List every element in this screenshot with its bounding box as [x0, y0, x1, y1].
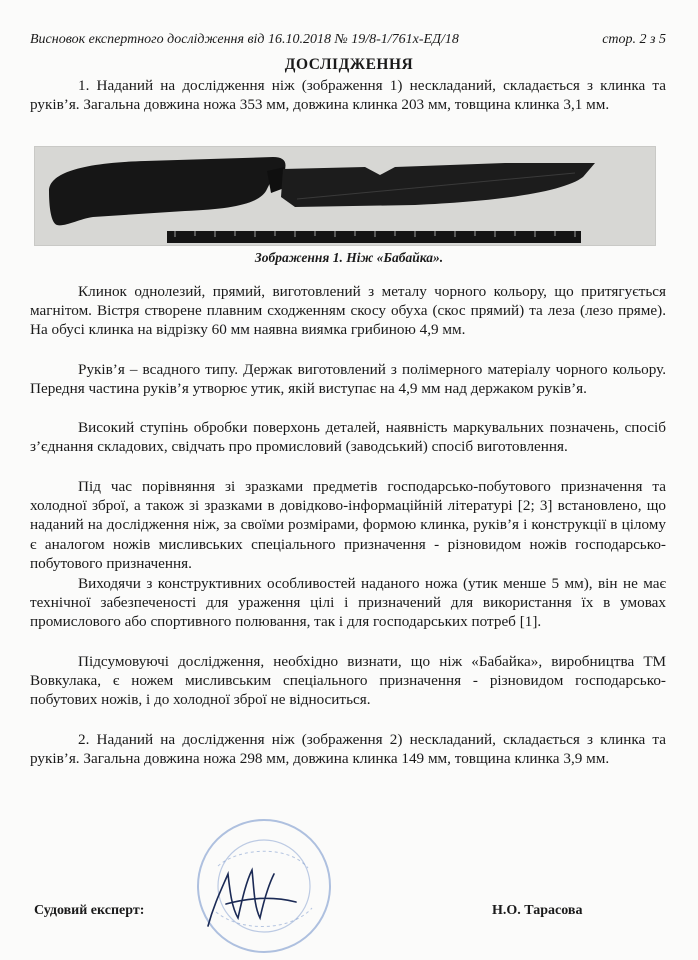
page-number: стор. 2 з 5: [602, 32, 666, 47]
figure-caption: Зображення 1. Ніж «Бабайка».: [254, 250, 444, 265]
paragraph-knife-1-intro: 1. Наданий на дослідження ніж (зображення 1) нескладаний, складається з клинка та руків’я. Загальна довжина ножа 353 мм, довжина клинка 203 мм, товщина клинка 3,1 мм.: [30, 77, 666, 114]
signatory-name: Н.О. Тарасова: [492, 903, 583, 918]
official-stamp-with-signature: [168, 808, 338, 958]
page-header: [30, 32, 666, 48]
paragraph-technical-features: Виходячи з конструктивних особливостей наданого ножа (утик менше 5 мм), він не має технічної забезпеченості для ураження цілі і призначений для використання їх в умовах промислового або спортивного полювання, так і для господарських потреб [1].: [30, 575, 666, 631]
paragraph-comparison: Під час порівняння зі зразками предметів господарсько-побутового призначення та холодної зброї, а також зі зразками в довідково-інформаційній літературі [2; 3] встановлено, що наданий на дослідження ніж, за своїми розмірами, формою клинка, руків’я і конструкції в цілому є аналогом ножів мисливських спеціального призначення - різновидом ножів господарсько-побутового призначення.: [30, 478, 666, 572]
knife-photo: [34, 146, 656, 246]
section-title: ДОСЛІДЖЕННЯ: [284, 56, 414, 73]
paragraph-handle-description: Руків’я – всадного типу. Держак виготовлений з полімерного матеріалу чорного кольору. Передня частина руків’я утворює утик, якій виступає на 4,9 мм над держаком руків’я.: [30, 361, 666, 398]
paragraph-conclusion: Підсумовуючі дослідження, необхідно визнати, що ніж «Бабайка», виробництва ТМ Вовкулака, є ножем мисливським спеціального призначення - різновидом господарсько-побутових ножів, і до холодної зброї не відноситься.: [30, 653, 666, 709]
paragraph-manufacturing: Високий ступінь обробки поверхонь деталей, наявність маркувальних позначень, спосіб з’єднання складових, свідчать про промисловий (заводський) спосіб виготовлення.: [30, 419, 666, 456]
knife-image: [35, 147, 655, 245]
paragraph-blade-description: Клинок однолезий, прямий, виготовлений з металу чорного кольору, що притягується магнітом. Вістря створене плавним сходженням скосу обуха (скос прямий) та леза (лезо пряме). На обусі клинка на відрізку 60 мм наявна виямка грибиною 4,9 мм.: [30, 283, 666, 339]
document-reference: Висновок експертного дослідження від 16.10.2018 № 19/8-1/761х-ЕД/18: [30, 32, 459, 47]
paragraph-knife-2-intro: 2. Наданий на дослідження ніж (зображення 2) нескладаний, складається з клинка та руків’я. Загальна довжина ножа 298 мм, довжина клинка 149 мм, товщина клинка 3,9 мм.: [30, 731, 666, 768]
signature-label: Судовий експерт:: [34, 903, 145, 918]
